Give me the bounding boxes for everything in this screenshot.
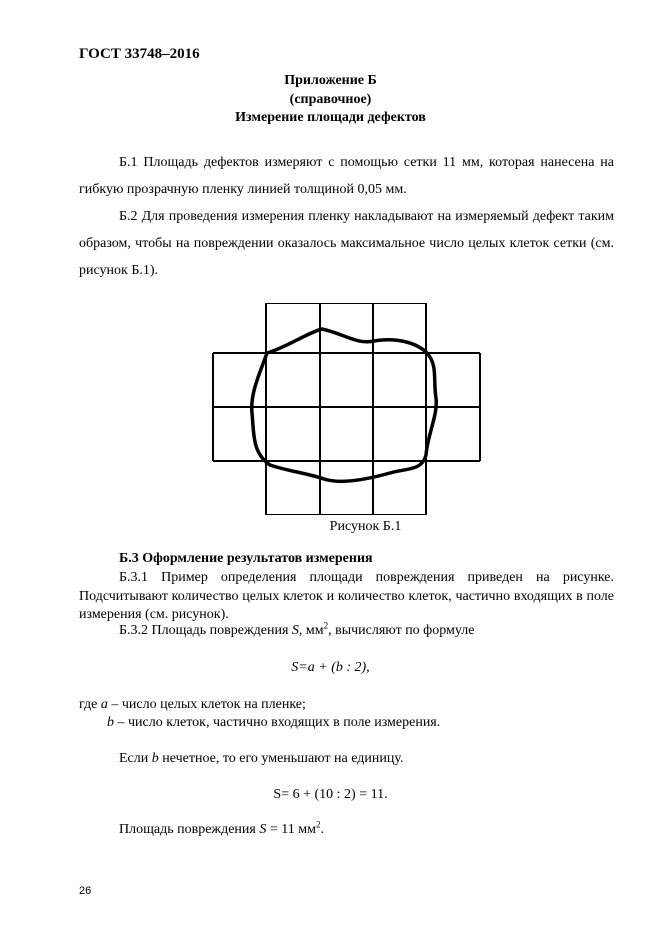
formula-example-text: S= 6 + (10 : 2) = 11. bbox=[273, 787, 388, 802]
formula-main bbox=[0, 660, 661, 676]
paragraph-b1: Б.1 Площадь дефектов измеряют с помощью сетки 11 мм, которая нанесена на гибкую прозрачную пленку линией толщиной 0,05 мм. bbox=[79, 155, 614, 197]
where-a-line bbox=[79, 697, 306, 713]
where-a-var: a bbox=[100, 697, 108, 712]
where-b-var: b bbox=[107, 715, 114, 730]
where-b-line bbox=[107, 715, 440, 731]
result-line bbox=[119, 819, 324, 838]
paragraph-b3-2 bbox=[119, 620, 475, 639]
result-text: = 11 мм bbox=[266, 822, 316, 837]
defect-outline bbox=[252, 329, 437, 481]
b3-2-var: S bbox=[291, 623, 299, 638]
odd-text: нечетное, то его уменьшают на единицу. bbox=[158, 751, 404, 766]
appendix-subtitle: Измерение площади дефектов bbox=[235, 110, 426, 125]
b3-2-mid: , мм bbox=[298, 623, 324, 638]
figure-caption: Рисунок Б.1 bbox=[329, 519, 402, 534]
defect-grid-figure bbox=[212, 303, 482, 515]
paragraph-b3-1: Б.3.1 Пример определения площади повреждения приведен на рисунке. Подсчитывают количество целых клеток и количество клеток, частично входящих в поле измерения (см. рисунок). bbox=[79, 570, 614, 622]
formula-example bbox=[0, 787, 661, 803]
where-a-text: – число целых клеток на пленке; bbox=[107, 697, 306, 712]
where-b-text: – число клеток, частично входящих в поле измерения. bbox=[114, 715, 441, 730]
document-code: ГОСТ 33748–2016 bbox=[79, 46, 200, 62]
odd-var: b bbox=[151, 751, 159, 766]
odd-rule-line bbox=[119, 751, 403, 767]
section-b3-heading: Б.3 Оформление результатов измерения bbox=[119, 551, 373, 566]
b3-2-sup: 2 bbox=[323, 620, 329, 631]
result-var: S bbox=[259, 822, 267, 837]
b3-2-prefix: Б.3.2 Площадь повреждения bbox=[119, 623, 292, 638]
appendix-title: Приложение Б bbox=[284, 73, 377, 88]
paragraph-b2: Б.2 Для проведения измерения пленку накладывают на измеряемый дефект таким образом, чтобы на повреждении оказалось максимальное число целых клеток сетки (см. рисунок Б.1). bbox=[79, 209, 614, 278]
odd-prefix: Если bbox=[119, 751, 152, 766]
result-prefix: Площадь повреждения bbox=[119, 822, 260, 837]
appendix-status: (справочное) bbox=[289, 92, 372, 107]
result-sup: 2 bbox=[315, 819, 321, 830]
where-prefix: где bbox=[79, 697, 101, 712]
formula-main-text: S=a + (b : 2), bbox=[291, 660, 370, 675]
b3-2-suffix: , вычисляют по формуле bbox=[328, 623, 475, 638]
result-end: . bbox=[320, 822, 324, 837]
page-number: 26 bbox=[79, 885, 92, 897]
